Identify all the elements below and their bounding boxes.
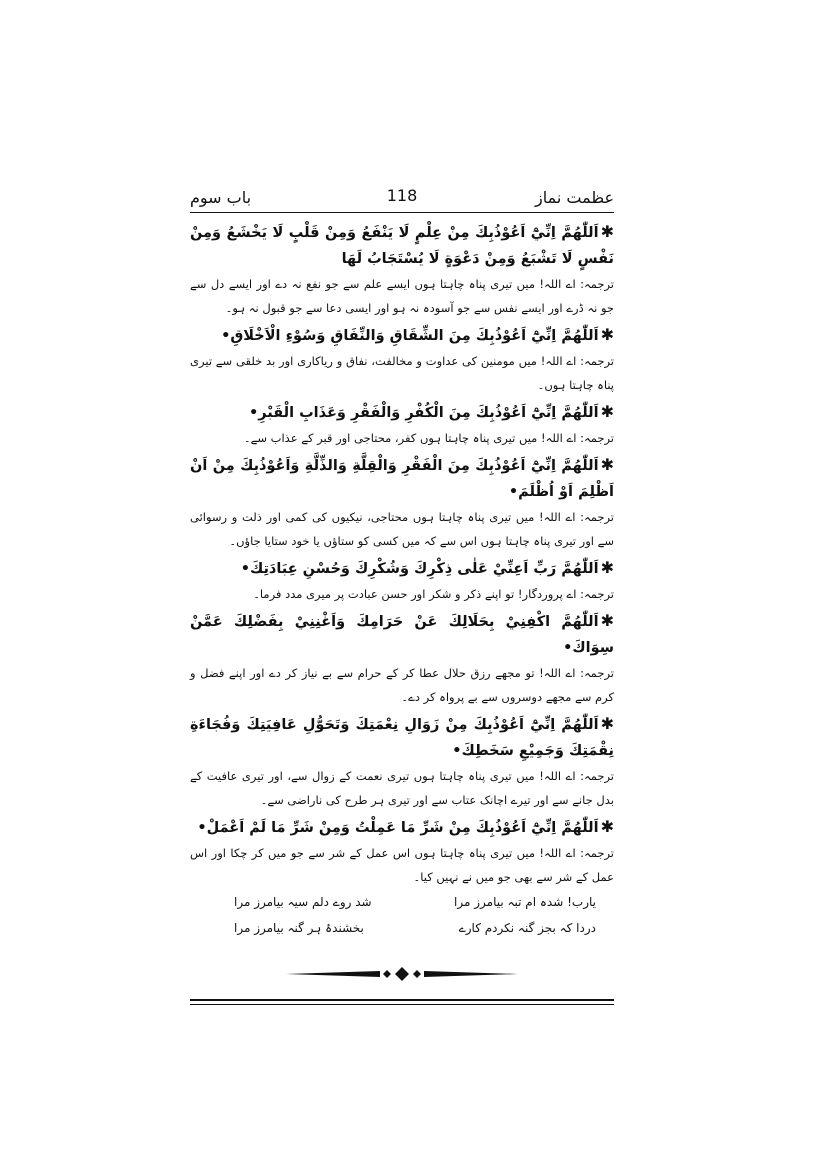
footer-rule-thin [190, 1004, 614, 1005]
translation-6: ترجمہ: اے اللہ! تو مجھے رزق حلال عطا کر کے حرام سے بے نیاز کر دے اور اپنے فضل و کرم سے مجھے دوسروں سے بے پرواہ کر دے۔ [190, 666, 614, 704]
page-number: 118 [386, 186, 418, 205]
ornament-icon [190, 955, 614, 995]
translation-5: ترجمہ: اے پروردگار! تو اپنے ذکر و شکر اور حسن عبادت پر میری مدد فرما۔ [253, 587, 614, 601]
couplet-line-1a: یارب! شدہ ام تبہ بیامرز مرا [454, 895, 596, 909]
persian-couplet [190, 893, 614, 949]
translation-3: ترجمہ: اے اللہ! میں تیری پناہ چاہتا ہوں کفر، محتاجی اور قبر کے عذاب سے۔ [243, 431, 614, 445]
dua-text: اَللّٰهُمَّ اِنِّيْٓ اَعُوْذُبِكَ مِنْ شَرِّ مَا عَمِلْتُ وَمِنْ شَرِّ مَا لَمْ اَعْمَلْ• [197, 820, 599, 836]
ornament-divider [190, 955, 614, 995]
translation-7: ترجمہ: اے اللہ! میں تیری پناہ چاہتا ہوں تیری نعمت کے زوال سے، اور تیری عافیت کے بدل جانے سے اور تیرے اچانک عتاب سے اور تیری ہر طرح کی ناراضی سے۔ [190, 769, 614, 807]
dua-4 [190, 452, 614, 505]
dua-text: اَللّٰهُمَّ اِنِّيْٓ اَعُوْذُبِكَ مِنْ زَوَالِ نِعْمَتِكَ وَتَحَوُّلِ عَافِيَتِكَ وَفُجَاءَةِ نِقْمَتِكَ وَجَمِيْعِ سَخَطِكَ• [190, 717, 614, 759]
asterisk-icon: ✱ [600, 455, 614, 474]
couplet-line-1b: شد روے دلم سیہ بیامرز مرا [234, 895, 372, 909]
dua-1 [190, 219, 614, 272]
dua-5 [190, 555, 614, 582]
asterisk-icon: ✱ [600, 714, 614, 733]
asterisk-icon: ✱ [600, 325, 614, 344]
couplet-line-2a: دردا کہ بجز گنہ نکردم کارے [458, 921, 596, 935]
asterisk-icon: ✱ [600, 817, 614, 836]
dua-2 [190, 322, 614, 349]
couplet-line-2b: بخشندۂ ہر گنہ بیامرز مرا [234, 921, 364, 935]
book-page [190, 186, 614, 1005]
dua-text: اَللّٰهُمَّ اِنِّيْٓ اَعُوْذُبِكَ مِنَ الشِّقَاقِ وَالنِّفَاقِ وَسُوْءِ الْاَخْلَاقِ• [221, 328, 599, 344]
dua-text: اَللّٰهُمَّ رَبِّ اَعِنِّيْ عَلٰى ذِكْرِكَ وَشُكْرِكَ وَحُسْنِ عِبَادَتِكَ• [240, 561, 599, 577]
header-rule [190, 212, 614, 213]
translation-4: ترجمہ: اے اللہ! میں تیری پناہ چاہتا ہوں محتاجی، نیکیوں کی کمی اور ذلت و رسوائی سے اور تیری پناہ چاہتا ہوں اس سے کہ میں کسی کو ستاؤں یا خود ستایا جاؤں۔ [190, 510, 614, 548]
dua-6 [190, 608, 614, 661]
dua-text: اَللّٰهُمَّ اكْفِنِيْ بِحَلَالِكَ عَنْ حَرَامِكَ وَاَغْنِنِيْ بِفَضْلِكَ عَمَّنْ سِوَاكَ• [190, 614, 614, 656]
translation-1: ترجمہ: اے اللہ! میں تیری پناہ چاہتا ہوں ایسے علم سے جو نفع نہ دے اور ایسے دل سے جو نہ ڈرے اور ایسے نفس سے جو آسودہ نہ ہو اور ایسی دعا سے جو قبول نہ ہو۔ [190, 277, 614, 315]
dua-7 [190, 711, 614, 764]
translation-2: ترجمہ: اے اللہ! میں مومنین کی عداوت و مخالفت، نفاق و ریاکاری اور بد خلقی سے تیری پناہ چاہتا ہوں۔ [190, 354, 614, 392]
asterisk-icon: ✱ [600, 402, 614, 421]
page-header [190, 186, 614, 212]
footer-rule [190, 999, 614, 1005]
dua-text: اَللّٰهُمَّ اِنِّيْٓ اَعُوْذُبِكَ مِنَ الْفَقْرِ وَالْقِلَّةِ وَالذِّلَّةِ وَاَعُوْذُبِكَ مِنْ اَنْ اَظْلِمَ اَوْ اُظْلَمَ• [190, 458, 614, 500]
asterisk-icon: ✱ [600, 558, 614, 577]
translation-8: ترجمہ: اے اللہ! میں تیری پناہ چاہتا ہوں اس عمل کے شر سے جو میں کر چکا اور اس عمل کے شر سے بھی جو میں نے نہیں کیا۔ [190, 846, 614, 884]
page-body [190, 219, 614, 949]
asterisk-icon: ✱ [600, 611, 614, 630]
footer-rule-thick [190, 999, 614, 1001]
chapter-label: باب سوم [190, 188, 252, 207]
book-title: عظمت نماز [534, 188, 614, 207]
dua-text: اَللّٰهُمَّ اِنِّيْٓ اَعُوْذُبِكَ مِنَ الْكُفْرِ وَالْفَقْرِ وَعَذَابِ الْقَبْرِ• [249, 405, 599, 421]
dua-3 [190, 399, 614, 426]
dua-8 [190, 814, 614, 841]
asterisk-icon: ✱ [600, 222, 614, 241]
dua-text: اَللّٰهُمَّ اِنِّيْٓ اَعُوْذُبِكَ مِنْ عِلْمٍ لَا يَنْفَعُ وَمِنْ قَلْبٍ لَا يَخْشَعُ وَمِنْ نَفْسٍ لَا تَشْبَعُ وَمِنْ دَعْوَةٍ لَا يُسْتَجَابُ لَهَا [190, 225, 614, 267]
